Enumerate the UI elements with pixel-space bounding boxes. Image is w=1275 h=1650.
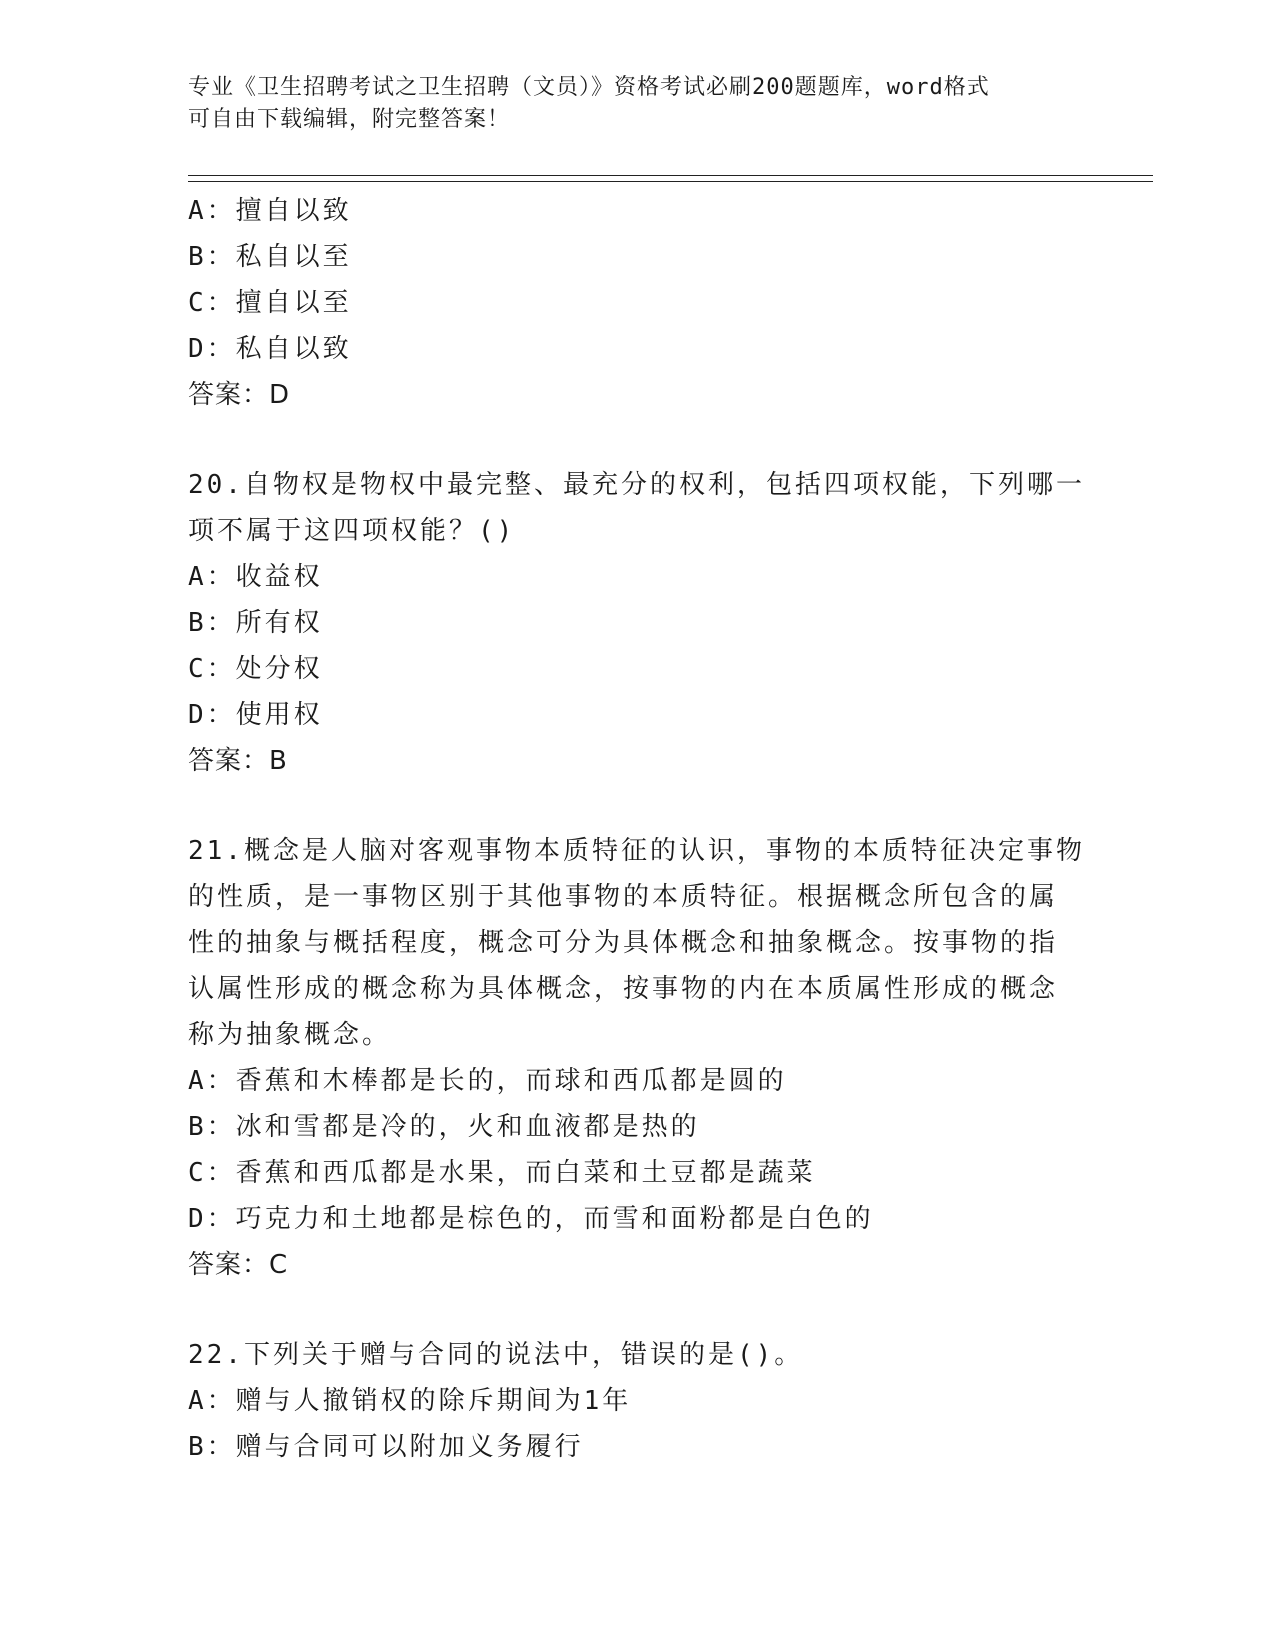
question-21 — [188, 828, 1088, 1288]
answer: 答案：D — [188, 380, 291, 410]
option-d: D：私自以致 — [188, 334, 352, 364]
answer: 答案：C — [188, 1250, 289, 1280]
spacer — [188, 1288, 1088, 1332]
option-c: C：擅自以至 — [188, 288, 352, 318]
question-stem-line: 21.概念是人脑对客观事物本质特征的认识，事物的本质特征决定事物 — [188, 836, 1085, 866]
option-d: D：使用权 — [188, 700, 323, 730]
option-a: A：赠与人撤销权的除斥期间为1年 — [188, 1386, 632, 1416]
question-stem-line: 性的抽象与概括程度，概念可分为具体概念和抽象概念。按事物的指 — [188, 928, 1059, 958]
question-20 — [188, 462, 1088, 784]
option-b: B：冰和雪都是冷的，火和血液都是热的 — [188, 1112, 700, 1142]
question-stem-line: 认属性形成的概念称为具体概念，按事物的内在本质属性形成的概念 — [188, 974, 1059, 1004]
question-22 — [188, 1332, 1088, 1470]
question-stem-line: 称为抽象概念。 — [188, 1020, 392, 1050]
option-b: B：赠与合同可以附加义务履行 — [188, 1432, 584, 1462]
question-list — [188, 188, 1088, 1470]
header-divider-bottom — [188, 181, 1153, 182]
question-stem-line: 20.自物权是物权中最完整、最充分的权利，包括四项权能，下列哪一 — [188, 470, 1085, 500]
option-a: A：收益权 — [188, 562, 323, 592]
option-b: B：所有权 — [188, 608, 323, 638]
option-d: D：巧克力和土地都是棕色的，而雪和面粉都是白色的 — [188, 1204, 874, 1234]
option-b: B：私自以至 — [188, 242, 352, 272]
question-stem-line: 项不属于这四项权能？() — [188, 516, 516, 546]
answer: 答案：B — [188, 746, 288, 776]
option-c: C：香蕉和西瓜都是水果，而白菜和土豆都是蔬菜 — [188, 1158, 816, 1188]
spacer — [188, 784, 1088, 828]
option-a: A：香蕉和木棒都是长的，而球和西瓜都是圆的 — [188, 1066, 787, 1096]
question-stem-line: 的性质，是一事物区别于其他事物的本质特征。根据概念所包含的属 — [188, 882, 1059, 912]
header-line-1: 专业《卫生招聘考试之卫生招聘（文员）》资格考试必刷200题题库，word格式 — [188, 75, 990, 100]
question-19 — [188, 188, 1088, 418]
option-c: C：处分权 — [188, 654, 323, 684]
question-stem-line: 22.下列关于赠与合同的说法中，错误的是()。 — [188, 1340, 804, 1370]
spacer — [188, 418, 1088, 462]
header-divider-top — [188, 175, 1153, 176]
option-a: A：擅自以致 — [188, 196, 352, 226]
document-header — [188, 72, 1068, 136]
header-line-2: 可自由下载编辑，附完整答案！ — [188, 107, 511, 132]
